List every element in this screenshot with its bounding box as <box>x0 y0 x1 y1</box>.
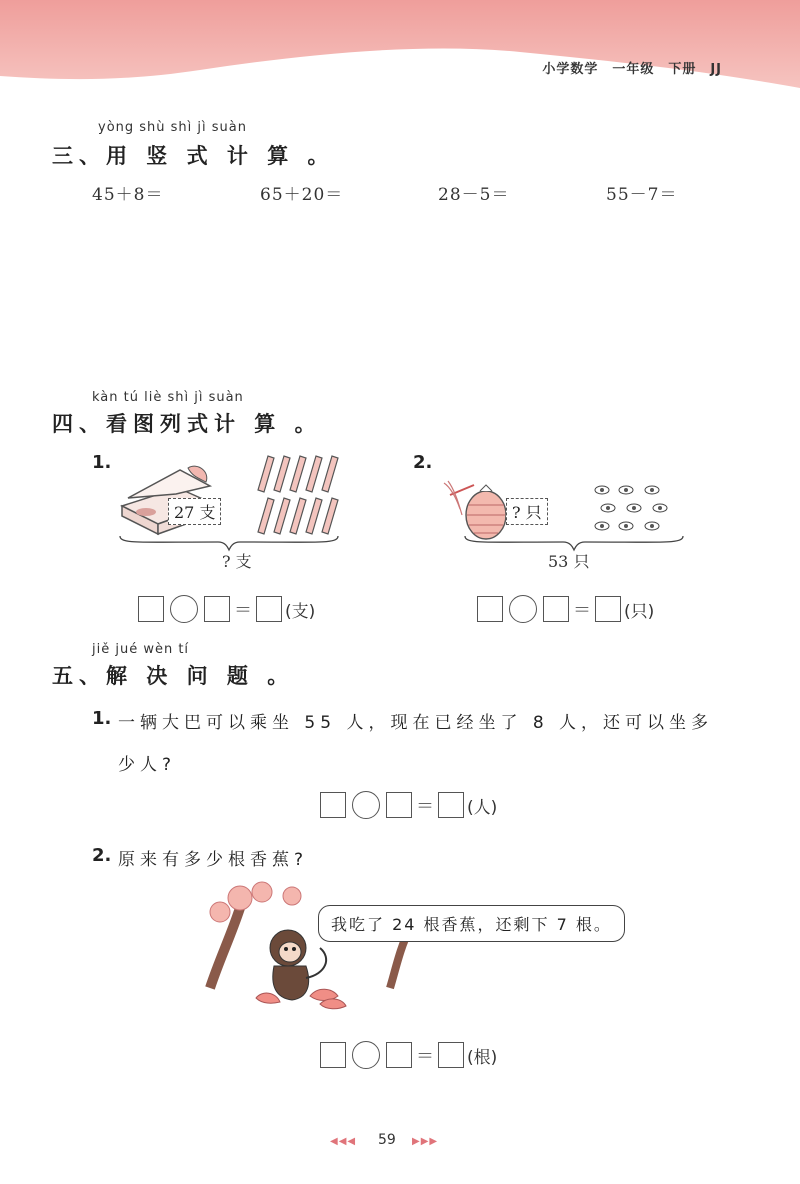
s5-q1-equation <box>320 790 497 820</box>
unit-label: (根) <box>467 1047 498 1068</box>
header-text: 小学数学 一年级 下册 JJ <box>542 62 722 77</box>
answer-box[interactable] <box>595 596 621 622</box>
answer-box[interactable] <box>386 1042 412 1068</box>
s5-q2-number: 2. <box>92 845 112 866</box>
s4-q1-box-label: 27 支 <box>168 498 221 525</box>
answer-box[interactable] <box>438 792 464 818</box>
answer-box[interactable] <box>438 1042 464 1068</box>
answer-box[interactable] <box>256 596 282 622</box>
beehive-icon <box>440 475 510 543</box>
operator-circle[interactable] <box>170 595 198 623</box>
expr-2: 65＋20＝ <box>260 185 344 205</box>
operator-circle[interactable] <box>352 1041 380 1069</box>
answer-box[interactable] <box>204 596 230 622</box>
equals-sign: ＝ <box>234 600 252 621</box>
s4-q1-bottom-label: ? 支 <box>222 552 252 571</box>
s4-q2-bottom-label: 53 只 <box>548 552 590 571</box>
s5-q1-line2: 少人? <box>118 755 177 775</box>
answer-box[interactable] <box>543 596 569 622</box>
section4-title: 四、看图列式计 算 。 <box>52 412 322 436</box>
bees-icon <box>590 478 690 538</box>
pencils-icon <box>250 452 340 537</box>
speech-bubble: 我吃了 24 根香蕉，还剩下 7 根。 <box>318 905 625 942</box>
unit-label: (只) <box>624 601 655 622</box>
answer-box[interactable] <box>477 596 503 622</box>
s4-q2-box-label: ? 只 <box>506 498 548 525</box>
s5-q1-line1: 一辆大巴可以乘坐 55 人，现在已经坐了 8 人，还可以坐多 <box>118 713 714 733</box>
s4-q2-number: 2. <box>413 452 433 473</box>
section5-title: 五、解 决 问 题 。 <box>52 664 295 688</box>
s4-q1-equation <box>138 594 315 624</box>
page-number: 59 <box>378 1132 396 1148</box>
s5-q2-equation <box>320 1040 497 1070</box>
expr-4: 55－7＝ <box>606 185 678 205</box>
section3-pinyin: yòng shù shì jì suàn <box>98 120 247 135</box>
equals-sign: ＝ <box>416 796 434 817</box>
equals-sign: ＝ <box>573 600 591 621</box>
right-arrows-icon: ▶▶▶ <box>412 1136 439 1147</box>
unit-label: (人) <box>467 797 498 818</box>
answer-box[interactable] <box>320 792 346 818</box>
answer-box[interactable] <box>320 1042 346 1068</box>
section4-pinyin: kàn tú liè shì jì suàn <box>92 390 244 405</box>
s5-q2-text: 原来有多少根香蕉? <box>118 850 309 870</box>
s5-q1-number: 1. <box>92 708 112 729</box>
left-arrows-icon: ◀◀◀ <box>330 1136 357 1147</box>
equals-sign: ＝ <box>416 1046 434 1067</box>
expr-1: 45＋8＝ <box>92 185 164 205</box>
operator-circle[interactable] <box>509 595 537 623</box>
operator-circle[interactable] <box>352 791 380 819</box>
section3-title: 三、用 竖 式 计 算 。 <box>52 144 335 168</box>
section5-pinyin: jiě jué wèn tí <box>92 642 190 657</box>
s4-q2-equation <box>477 594 654 624</box>
answer-box[interactable] <box>138 596 164 622</box>
unit-label: (支) <box>285 601 316 622</box>
answer-box[interactable] <box>386 792 412 818</box>
expr-3: 28－5＝ <box>438 185 510 205</box>
monkey-under-tree-illustration <box>200 878 440 1018</box>
s4-q1-number: 1. <box>92 452 112 473</box>
